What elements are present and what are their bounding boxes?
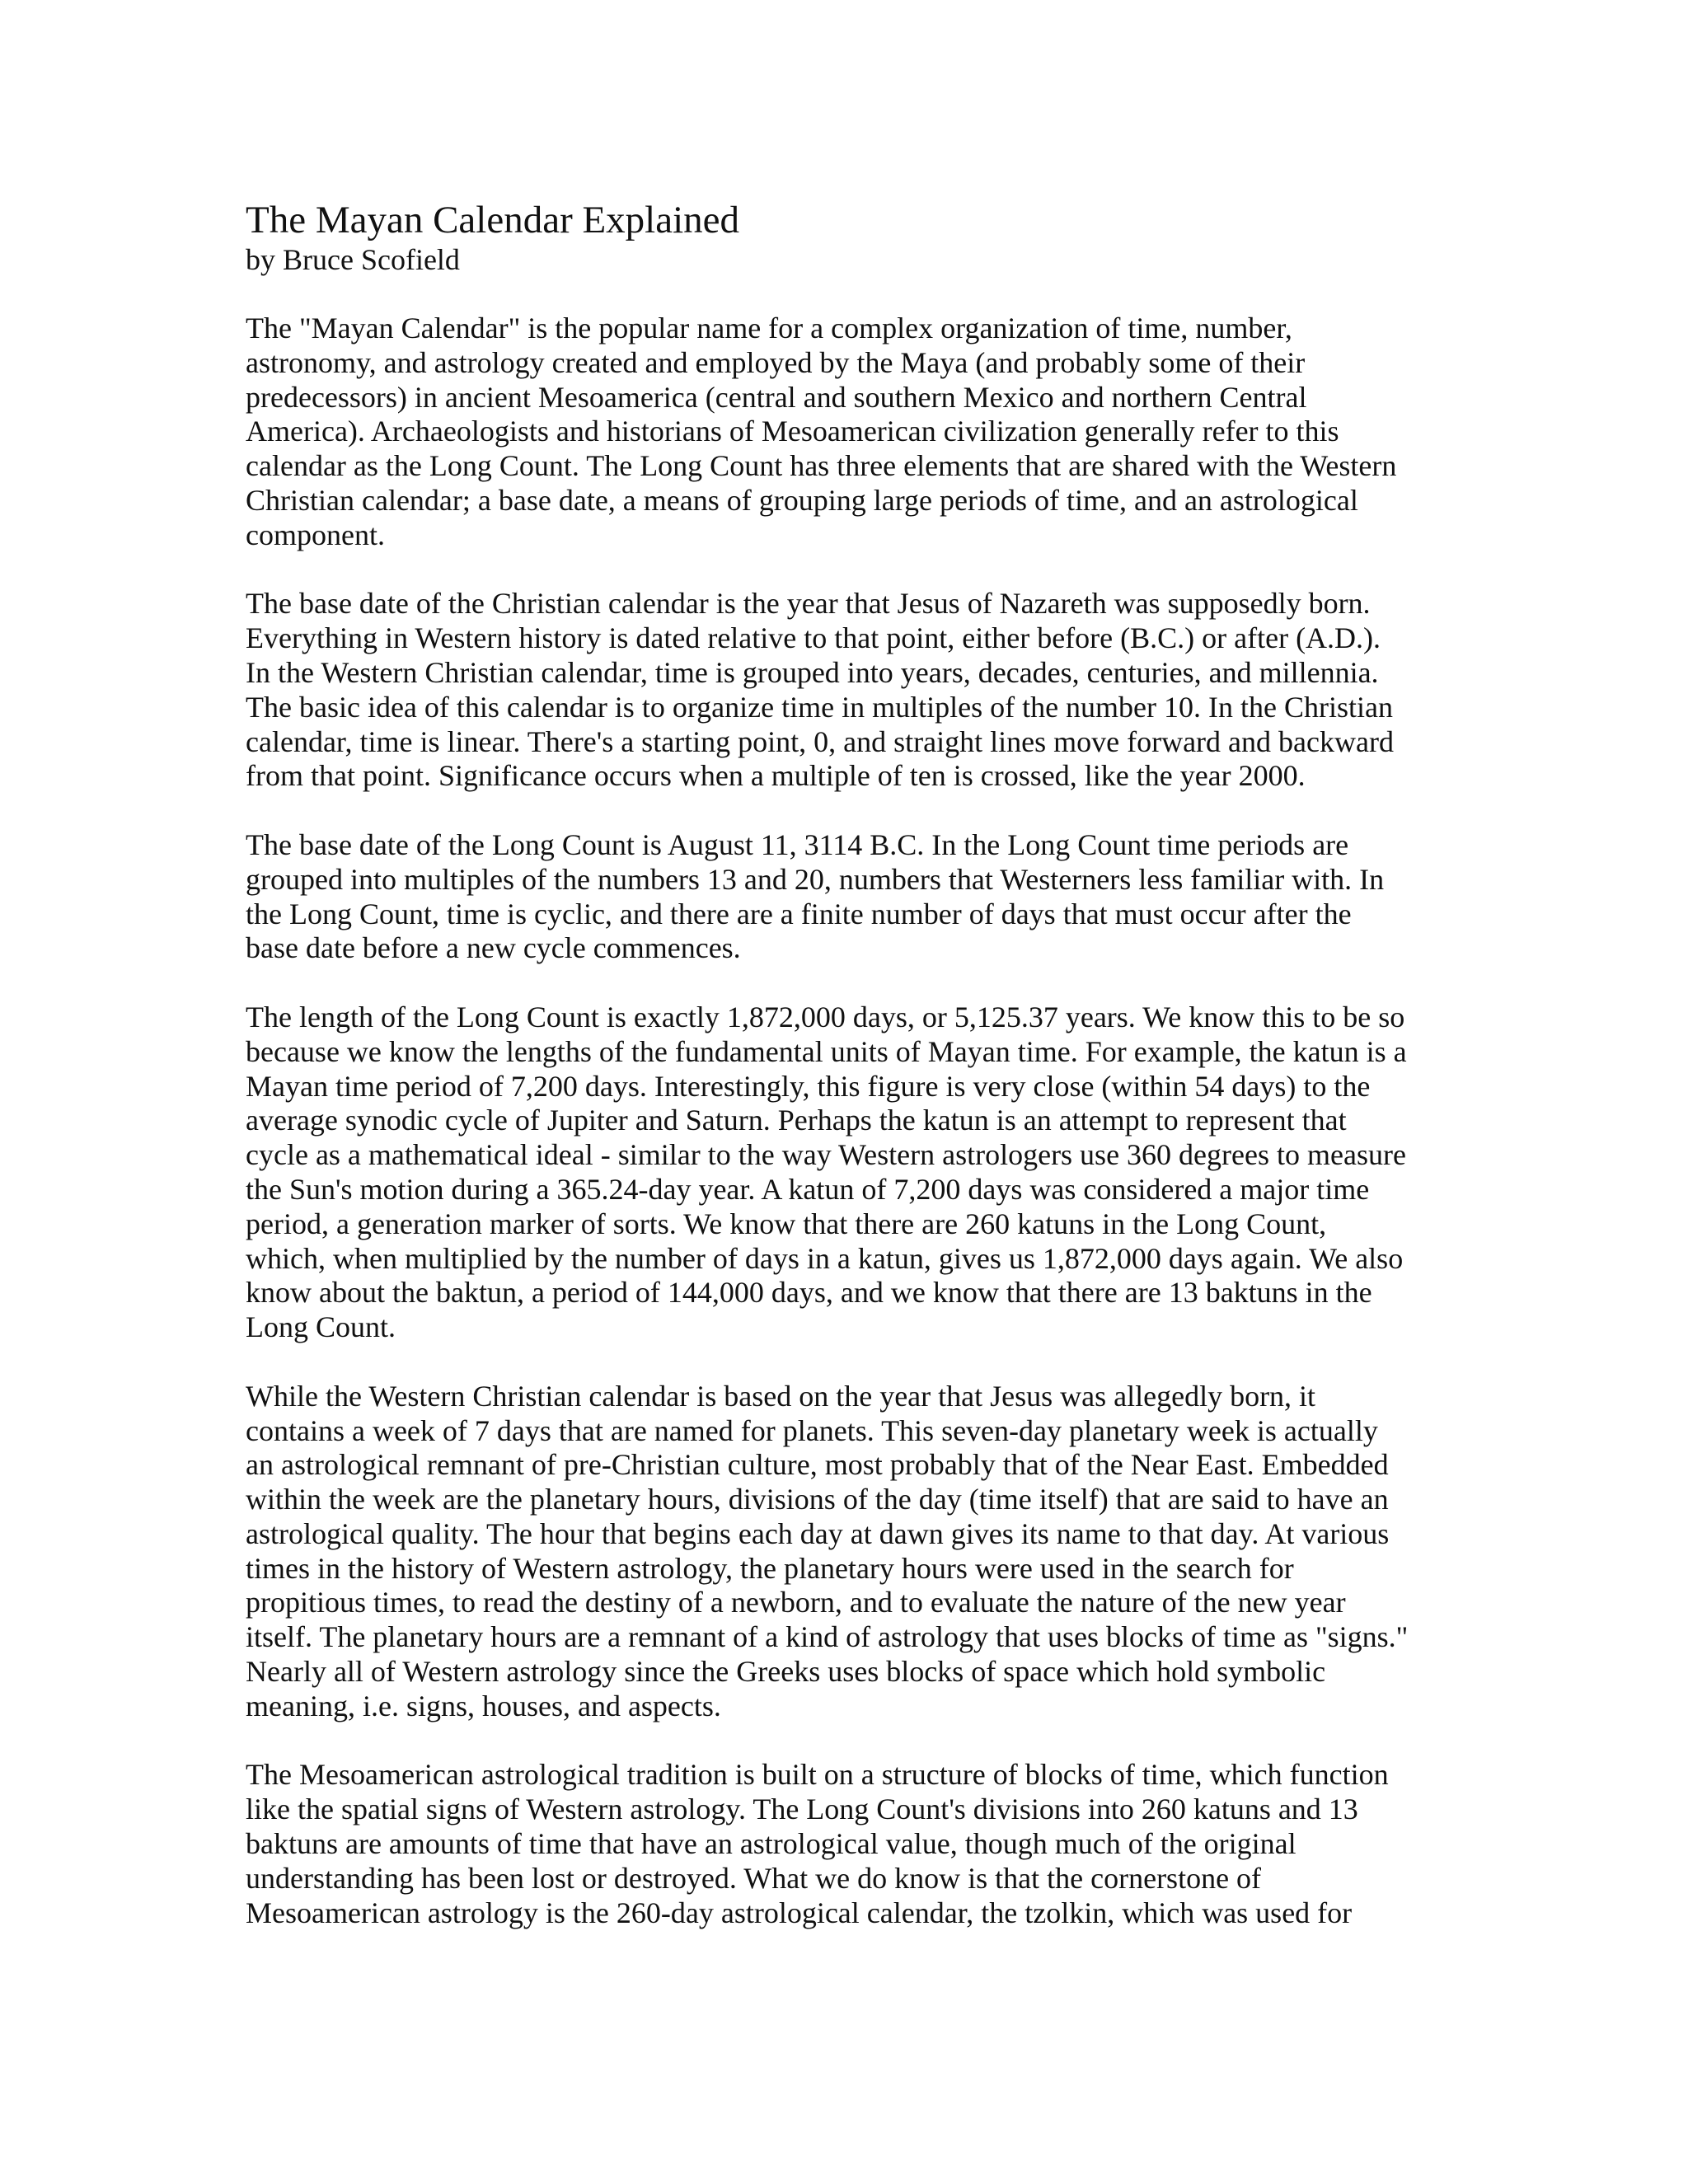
paragraph-line: cycle as a mathematical ideal - similar to the way Western astrologers use 360 degrees to measure bbox=[246, 1138, 1406, 1172]
paragraph bbox=[246, 1758, 1449, 1930]
document-title: The Mayan Calendar Explained bbox=[246, 199, 740, 241]
paragraph bbox=[246, 587, 1449, 794]
paragraph-line: America). Archaeologists and historians of Mesoamerican civilization generally refer to this bbox=[246, 415, 1339, 448]
paragraph bbox=[246, 1380, 1449, 1724]
paragraph-line: contains a week of 7 days that are named for planets. This seven-day planetary week is actually bbox=[246, 1413, 1378, 1447]
paragraph-line: The "Mayan Calendar" is the popular name for a complex organization of time, number, bbox=[246, 312, 1292, 344]
paragraph-line: In the Western Christian calendar, time is grouped into years, decades, centuries, and millennia. bbox=[246, 655, 1379, 689]
paragraph-line: know about the baktun, a period of 144,000 days, and we know that there are 13 baktuns in the bbox=[246, 1276, 1372, 1310]
paragraph-line: Mesoamerican astrology is the 260-day astrological calendar, the tzolkin, which was used for bbox=[246, 1896, 1353, 1929]
paragraph-line: times in the history of Western astrology, the planetary hours were used in the search for bbox=[246, 1551, 1294, 1585]
paragraph-line: period, a generation marker of sorts. We know that there are 260 katuns in the Long Count, bbox=[246, 1207, 1327, 1240]
paragraph-line: baktuns are amounts of time that have an astrological value, though much of the original bbox=[246, 1827, 1296, 1861]
paragraph-line: propitious times, to read the destiny of a newborn, and to evaluate the nature of the new year bbox=[246, 1586, 1346, 1619]
paragraph-line: predecessors) in ancient Mesoamerica (central and southern Mexico and northern Central bbox=[246, 380, 1307, 414]
paragraph-line: calendar, time is linear. There's a starting point, 0, and straight lines move forward and backward bbox=[246, 724, 1394, 758]
paragraph-line: Everything in Western history is dated relative to that point, either before (B.C.) or after (A.D.). bbox=[246, 621, 1381, 655]
paragraph-line: base date before a new cycle commences. bbox=[246, 931, 741, 965]
paragraph-line: understanding has been lost or destroyed. What we do know is that the cornerstone of bbox=[246, 1861, 1262, 1895]
paragraph-line: within the week are the planetary hours, divisions of the day (time itself) that are said to have an bbox=[246, 1483, 1389, 1516]
paragraph-line: The Mesoamerican astrological tradition is built on a structure of blocks of time, which function bbox=[246, 1758, 1389, 1792]
paragraph-line: Long Count. bbox=[246, 1310, 396, 1344]
paragraph-line: The base date of the Christian calendar is the year that Jesus of Nazareth was supposedly born. bbox=[246, 587, 1371, 621]
paragraph-line: the Sun's motion during a 365.24-day year. A katun of 7,200 days was considered a major time bbox=[246, 1172, 1370, 1206]
paragraph-line: an astrological remnant of pre-Christian culture, most probably that of the Near East. Embedded bbox=[246, 1448, 1389, 1482]
paragraph bbox=[246, 1001, 1449, 1345]
paragraph-list bbox=[246, 312, 1449, 1930]
document-body bbox=[246, 198, 1449, 1965]
paragraph-line: The length of the Long Count is exactly 1,872,000 days, or 5,125.37 years. We know this to be so bbox=[246, 1000, 1405, 1033]
paragraph-line: component. bbox=[246, 518, 385, 551]
paragraph-line: average synodic cycle of Jupiter and Saturn. Perhaps the katun is an attempt to represent that bbox=[246, 1104, 1347, 1137]
document-byline: by Bruce Scofield bbox=[246, 243, 460, 276]
paragraph-line: The basic idea of this calendar is to organize time in multiples of the number 10. In the Christian bbox=[246, 690, 1393, 724]
paragraph-line: itself. The planetary hours are a remnant of a kind of astrology that uses blocks of time as "signs." bbox=[246, 1620, 1409, 1654]
paragraph-line: meaning, i.e. signs, houses, and aspects. bbox=[246, 1689, 721, 1722]
paragraph-line: the Long Count, time is cyclic, and there are a finite number of days that must occur after the bbox=[246, 897, 1352, 930]
paragraph-line: like the spatial signs of Western astrology. The Long Count's divisions into 260 katuns and 13 bbox=[246, 1793, 1358, 1826]
paragraph bbox=[246, 312, 1449, 553]
paragraph-line: from that point. Significance occurs when a multiple of ten is crossed, like the year 2000. bbox=[246, 759, 1306, 793]
paragraph-line: Nearly all of Western astrology since the Greeks uses blocks of space which hold symbolic bbox=[246, 1655, 1326, 1689]
paragraph-line: The base date of the Long Count is August 11, 3114 B.C. In the Long Count time periods are bbox=[246, 827, 1349, 861]
paragraph-line: astronomy, and astrology created and employed by the Maya (and probably some of their bbox=[246, 345, 1306, 379]
paragraph-line: While the Western Christian calendar is based on the year that Jesus was allegedly born, it bbox=[246, 1379, 1316, 1413]
paragraph-line: grouped into multiples of the numbers 13 and 20, numbers that Westerners less familiar with. In bbox=[246, 862, 1385, 896]
paragraph-line: Mayan time period of 7,200 days. Interestingly, this figure is very close (within 54 days) to the bbox=[246, 1069, 1371, 1103]
paragraph bbox=[246, 828, 1449, 966]
paragraph-line: astrological quality. The hour that begins each day at dawn gives its name to that day. At various bbox=[246, 1516, 1390, 1550]
paragraph-line: Christian calendar; a base date, a means of grouping large periods of time, and an astrological bbox=[246, 483, 1358, 517]
paragraph-line: which, when multiplied by the number of days in a katun, gives us 1,872,000 days again. We also bbox=[246, 1241, 1404, 1275]
paragraph-line: because we know the lengths of the fundamental units of Mayan time. For example, the katun is a bbox=[246, 1034, 1407, 1068]
paragraph-line: calendar as the Long Count. The Long Count has three elements that are shared with the Western bbox=[246, 449, 1397, 483]
